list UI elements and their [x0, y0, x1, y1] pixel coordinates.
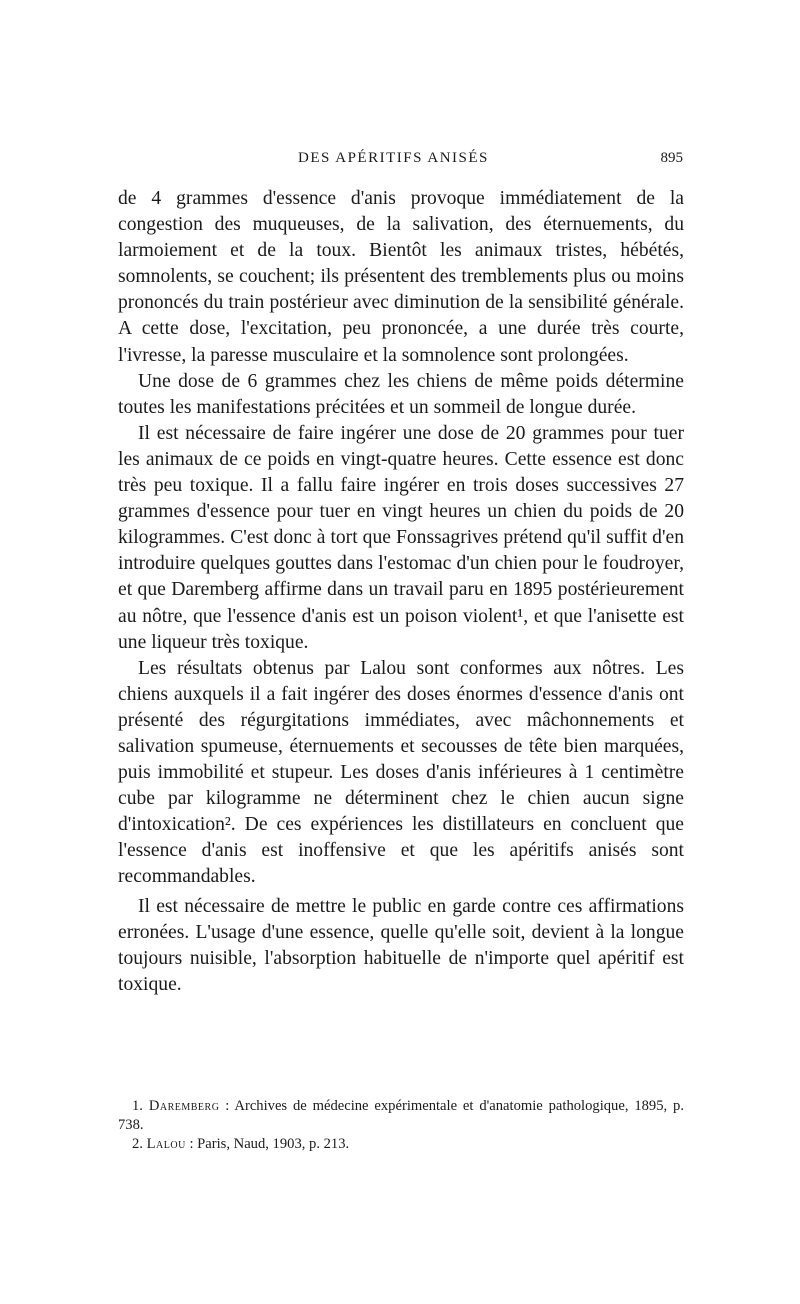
page-number: 895: [660, 150, 683, 166]
footnote-author: Daremberg: [148, 1098, 220, 1114]
footnote-marker: 1.: [132, 1098, 143, 1114]
footnotes: [118, 1097, 684, 1154]
paragraph: de 4 grammes d'essence d'anis provoque immédiatement de la congestion des muqueuses, de la salivation, des éternuements, du larmoiement et de la toux. Bientôt les animaux tristes, hébétés, somnolents, se couchent; ils présentent des tremblements plus ou moins prononcés du train postérieur avec diminution de la sensibilité générale. A cette dose, l'excitation, peu prononcée, a une durée très courte, l'ivresse, la paresse musculaire et la somnolence sont prolongées.: [118, 188, 684, 366]
footnote-text: : Paris, Naud, 1903, p. 213.: [185, 1136, 350, 1152]
paragraph: Une dose de 6 grammes chez les chiens de même poids détermine toutes les manifestations précitées et un sommeil de longue durée.: [118, 370, 684, 418]
footnote-text: : Archives de médecine expérimentale et d'anatomie pathologique, 1895, p. 738.: [118, 1098, 684, 1133]
paragraph: Les résultats obtenus par Lalou sont conformes aux nôtres. Les chiens auxquels il a fait ingérer des doses énormes d'essence d'anis ont présenté des régurgitations immédiates, avec mâchonnements et salivation spumeuse, éternuements et secousses de tête bien marquées, puis immobilité et stupeur. Les doses d'anis inférieures à 1 centimètre cube par kilogramme ne déterminent chez le chien aucun signe d'intoxication². De ces expériences les distillateurs en concluent que l'essence d'anis est inoffensive et que les apéritifs anisés sont recommandables.: [118, 657, 684, 888]
running-title: DES APÉRITIFS ANISÉS: [298, 150, 489, 166]
paragraph: Il est nécessaire de faire ingérer une dose de 20 grammes pour tuer les animaux de ce poids en vingt-quatre heures. Cette essence est donc très peu toxique. Il a fallu faire ingérer en trois doses successives 27 grammes d'essence pour tuer en vingt heures un chien du poids de 20 kilogrammes. C'est donc à tort que Fonssagrives prétend qu'il suffit d'en introduire quelques gouttes dans l'estomac d'un chien pour le foudroyer, et que Daremberg affirme dans un travail paru en 1895 postérieurement au nôtre, que l'essence d'anis est un poison violent¹, et que l'anisette est une liqueur très toxique.: [118, 422, 684, 653]
footnote: [118, 1135, 684, 1154]
footnote-author: Lalou: [146, 1136, 186, 1152]
body-text: [118, 186, 684, 998]
footnote-marker: 2.: [132, 1136, 143, 1152]
footnote: [118, 1097, 684, 1135]
page-header: [118, 150, 683, 172]
paragraph: Il est nécessaire de mettre le public en garde contre ces affirmations erronées. L'usage d'une essence, quelle qu'elle soit, devient à la longue toujours nuisible, l'absorption habituelle de n'importe quel apéritif est toxique.: [118, 895, 684, 995]
